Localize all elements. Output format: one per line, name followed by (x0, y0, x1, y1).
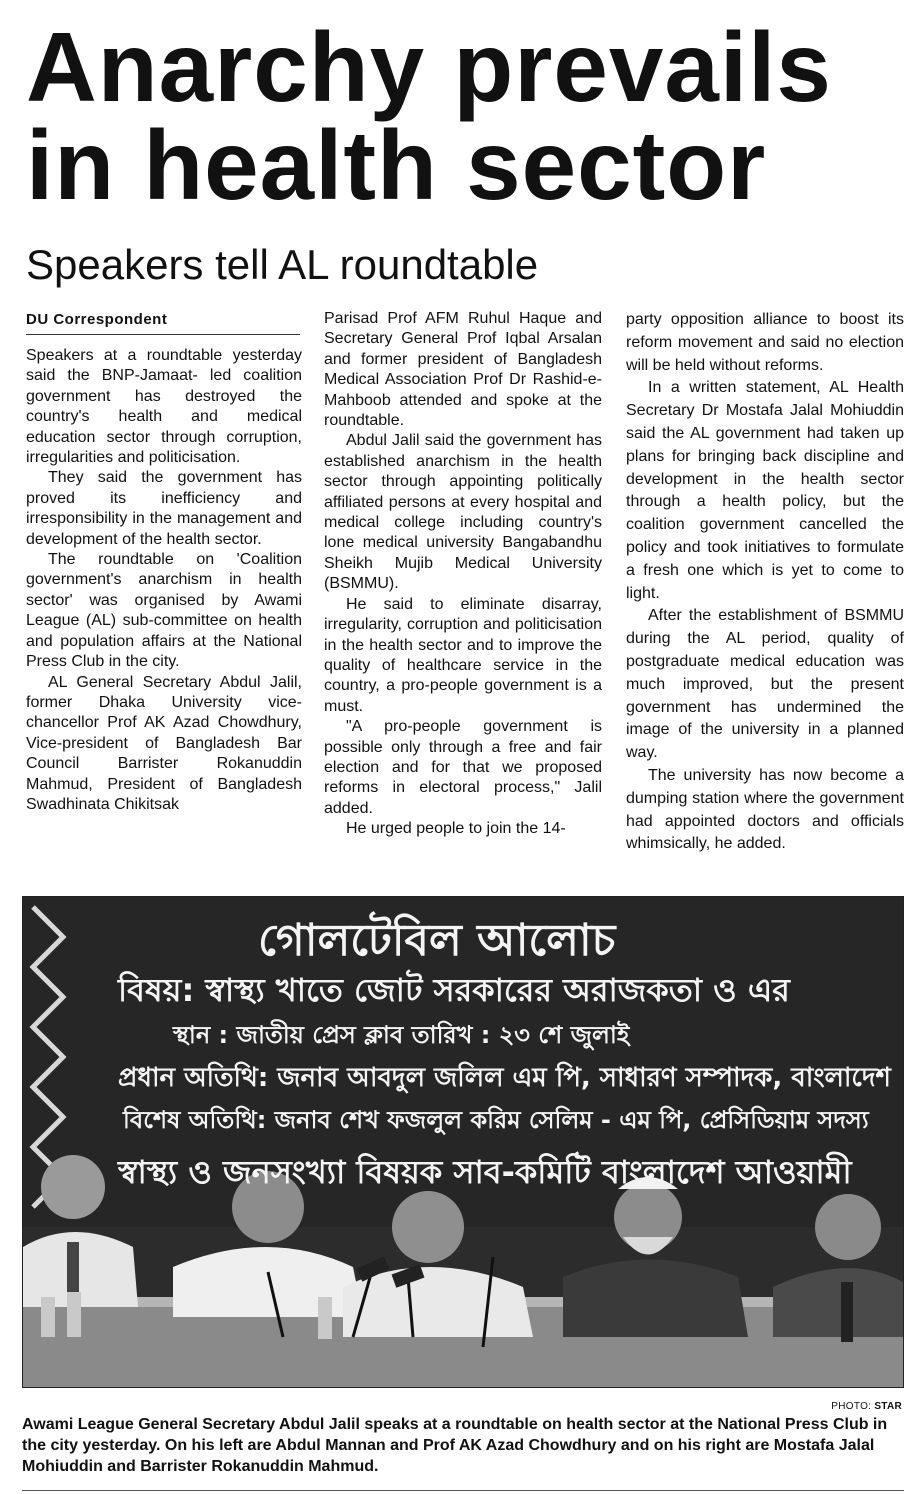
banner-chief-guest: প্রধান অতিথি: জনাব আবদুল জলিল এম পি, সাধারণ সম্পাদক, বাংলাদেশ (118, 1063, 891, 1093)
bottom-rule (22, 1490, 904, 1491)
paragraph: AL General Secretary Abdul Jalil, former Dhaka University vice-chancellor Prof AK Azad Chowdhury, Vice-president of Bangladesh Bar Council Barrister Rokanuddin Mahmud, President of Bangladesh Swadhinata Chikitsak (26, 673, 302, 813)
photo-caption: Awami League General Secretary Abdul Jalil speaks at a roundtable on health sector at the National Press Club in the city yesterday. On his left are Abdul Mannan and Prof AK Azad Chowdhury and on his right are Mostafa Jalal Mohiuddin and Barrister Rokanuddin Mahmud. (22, 1416, 888, 1475)
paragraph: Speakers at a roundtable yesterday said the BNP-Jamaat- led coalition government has destroyed the country's health and medical education sector through corruption, irregularities and politicisation. (26, 347, 302, 467)
article-column-1 (26, 346, 302, 815)
headline: Anarchy prevails in health sector (26, 12, 832, 220)
banner-topic: বিষয়: স্বাস্থ্য খাতে জোট সরকারের অরাজকতা ও এর (118, 971, 790, 1009)
paragraph: The university has now become a dumping station where the government had appointed doctors and officials whimsically, he added. (626, 766, 904, 853)
photo-credit-name: STAR (874, 1401, 902, 1412)
paragraph: Abdul Jalil said the government has established anarchism in the health sector through appointing politically affiliated persons at every hospital and medical college including country's lone medical university Bangabandhu Sheikh Mujib Medical University (BSMMU). (324, 432, 602, 593)
paragraph: The roundtable on 'Coalition government's anarchism in health sector' was organised by Awami League (AL) sub-committee on health and population affairs at the National Press Club in the city. (26, 551, 302, 671)
paragraph: After the establishment of BSMMU during the AL period, quality of postgraduate medical education was much improved, but the present government has undermined the image of the university in a planned way. (626, 607, 904, 762)
banner-organiser: স্বাস্থ্য ও জনসংখ্যা বিষয়ক সাব-কমিটি বাংলাদেশ আওয়ামী (118, 1153, 852, 1191)
photo-credit-prefix: PHOTO: (831, 1401, 875, 1412)
paragraph: He urged people to join the 14- (346, 820, 566, 838)
banner-venue-date: স্থান : জাতীয় প্রেস ক্লাব তারিখ : ২৩ শে জুলাই (173, 1021, 630, 1049)
byline: DU Correspondent (26, 311, 300, 335)
banner-special-guest: বিশেষ অতিথি: জনাব শেখ ফজলুল করিম সেলিম - এম পি, প্রেসিডিয়াম সদস্য (123, 1106, 869, 1134)
paragraph-continued: Parisad Prof AFM Ruhul Haque and Secretary General Prof Iqbal Arsalan and former president of Bangladesh Medical Association Prof Dr Rashid-e-Mahboob attended and spoke at the roundtable. (324, 310, 602, 430)
paragraph: They said the government has proved its inefficiency and irresponsibility in the management and development of the health sector. (26, 469, 302, 548)
subheadline: Speakers tell AL roundtable (26, 241, 539, 288)
article-column-2 (324, 309, 602, 840)
article-column-3 (626, 309, 904, 856)
banner-title: গোলটেবিল আলোচ (258, 915, 616, 966)
paragraph: "A pro-people government is possible only through a free and fair election and for that we proposed reforms in electoral process," Jalil added. (324, 718, 602, 817)
news-photo (22, 896, 904, 1388)
photo-credit (831, 1401, 902, 1412)
paragraph-continued: party opposition alliance to boost its reform movement and said no election will be held without reforms. (626, 311, 904, 374)
paragraph: He said to eliminate disarray, irregularity, corruption and politicisation in the health sector and to improve the quality of healthcare service in the country, a pro-people government is a must. (324, 595, 602, 715)
paragraph: In a written statement, AL Health Secretary Dr Mostafa Jalal Mohiuddin said the AL government had taken up plans for bringing back discipline and development in the health sector through a health policy, but the coalition government cancelled the policy and took initiatives to formulate a fresh one which is yet to come to light. (626, 379, 904, 602)
